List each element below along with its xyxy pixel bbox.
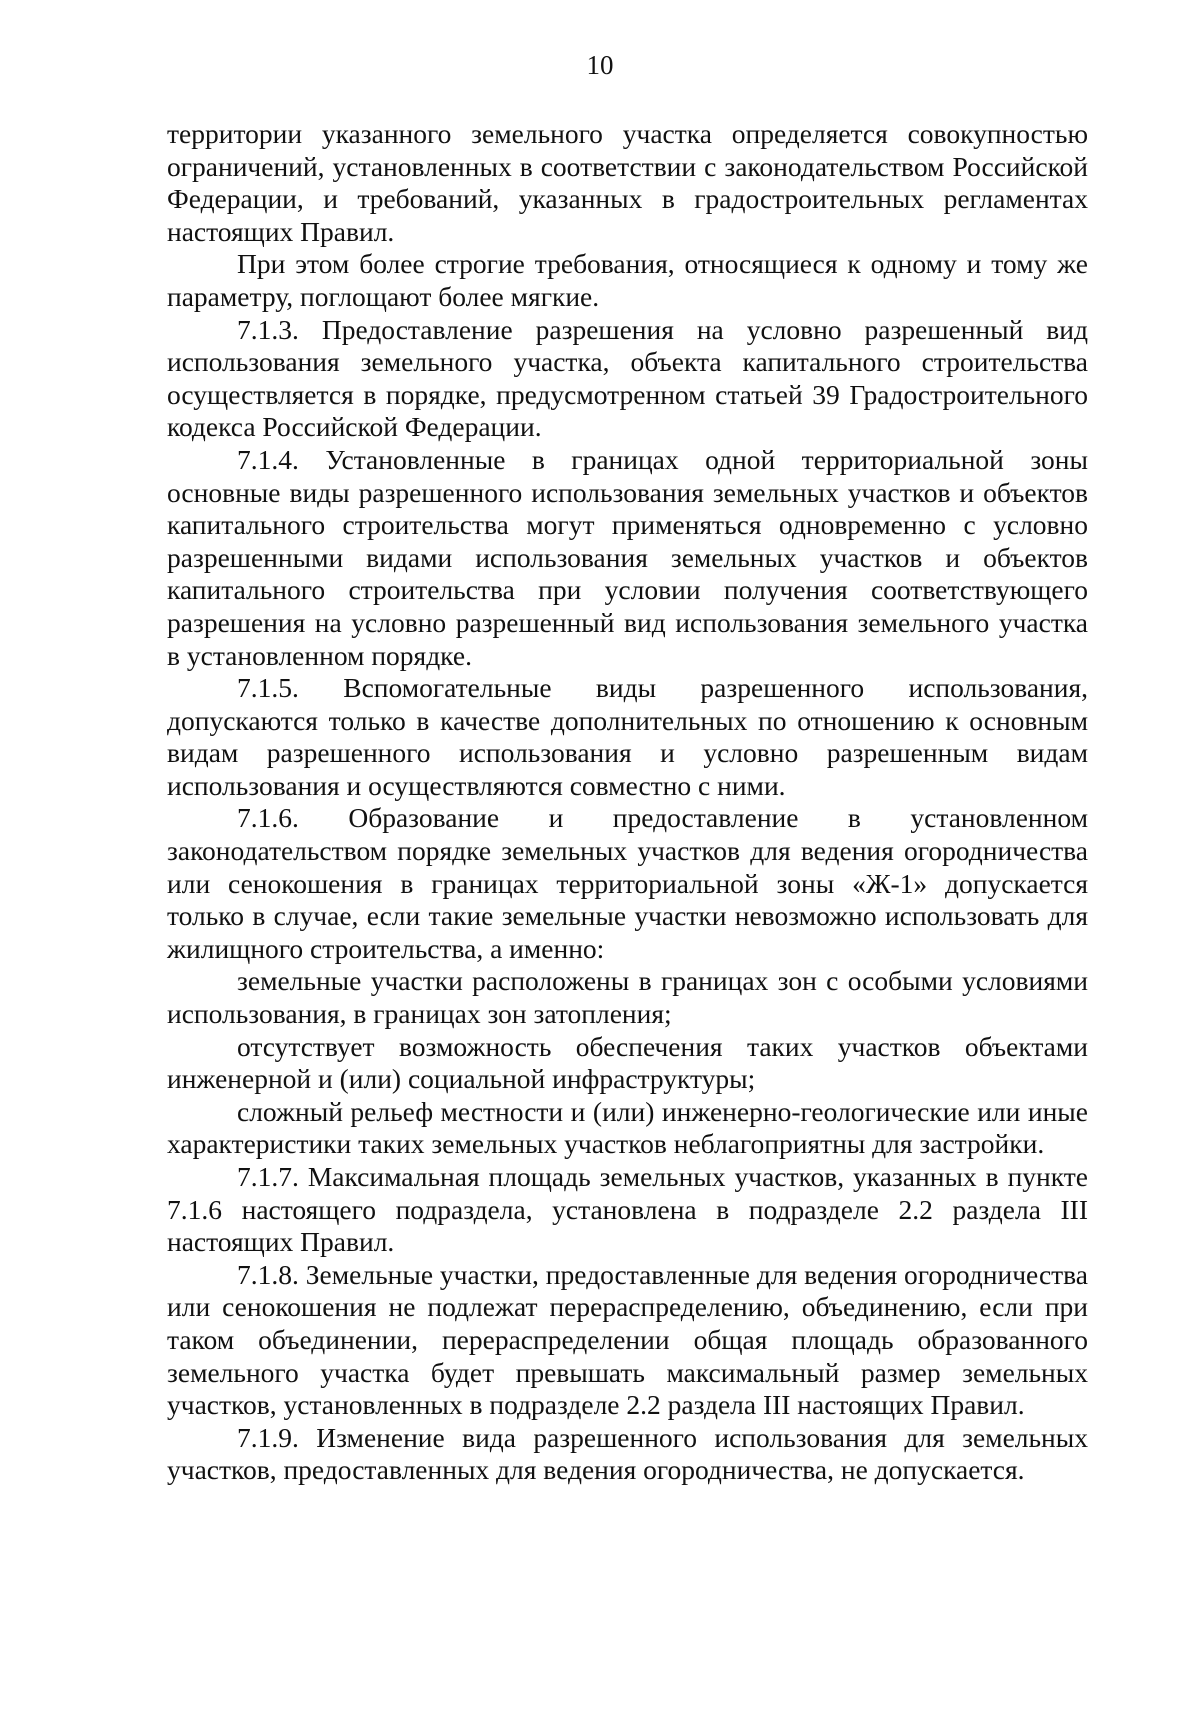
paragraph-strict-requirements: При этом более строгие требования, относящиеся к одному и тому же параметру, поглощают более мягкие. bbox=[167, 248, 1088, 312]
paragraph-continuation: территории указанного земельного участка определяется совокупностью ограничений, установленных в соответствии с законодательством Российской Федерации, и требований, указанных в градостроительных регламентах настоящих Правил. bbox=[167, 118, 1088, 247]
paragraph-condition-infrastructure: отсутствует возможность обеспечения таких участков объектами инженерной и (или) социальной инфраструктуры; bbox=[167, 1030, 1088, 1095]
page-number: 10 bbox=[586, 50, 614, 80]
paragraph-condition-relief: сложный рельеф местности и (или) инженерно-геологические или иные характеристики таких земельных участков неблагоприятны для застройки. bbox=[167, 1095, 1088, 1160]
paragraph-7-1-8: 7.1.8. Земельные участки, предоставленные для ведения огородничества или сенокошения не подлежат перераспределению, объединению, если при таком объединении, перераспределении общая площадь образованного земельного участка будет превышать максимальный размер земельных участков, установленных в подразделе 2.2 раздела III настоящих Правил. bbox=[167, 1258, 1088, 1421]
paragraph-7-1-6: 7.1.6. Образование и предоставление в установленном законодательством порядке земельных участков для ведения огородничества или сенокошения в границах территориальной зоны «Ж-1» допускается только в случае, если такие земельные участки невозможно использовать для жилищного строительства, а именно: bbox=[167, 802, 1088, 964]
paragraph-7-1-9: 7.1.9. Изменение вида разрешенного использования для земельных участков, предоставленных для ведения огородничества, не допускается. bbox=[167, 1421, 1088, 1486]
paragraph-7-1-3: 7.1.3. Предоставление разрешения на условно разрешенный вид использования земельного участка, объекта капитального строительства осуществляется в порядке, предусмотренном статьей 39 Градостроительного кодекса Российской Федерации. bbox=[167, 313, 1088, 443]
document-body bbox=[167, 118, 1088, 1487]
paragraph-7-1-5: 7.1.5. Вспомогательные виды разрешенного использования, допускаются только в качестве дополнительных по отношению к основным видам разрешенного использования и условно разрешенным видам использования и осуществляются совместно с ними. bbox=[167, 672, 1088, 801]
paragraph-7-1-7: 7.1.7. Максимальная площадь земельных участков, указанных в пункте 7.1.6 настоящего подраздела, установлена в подразделе 2.2 раздела III настоящих Правил. bbox=[167, 1161, 1088, 1258]
paragraph-7-1-4: 7.1.4. Установленные в границах одной территориальной зоны основные виды разрешенного использования земельных участков и объектов капитального строительства могут применяться одновременно с условно разрешенными видами использования земельных участков и объектов капитального строительства при условии получения соответствующего разрешения на условно разрешенный вид использования земельного участка в установленном порядке. bbox=[167, 443, 1088, 671]
paragraph-condition-flood-zones: земельные участки расположены в границах зон с особыми условиями использования, в границах зон затопления; bbox=[167, 965, 1088, 1030]
